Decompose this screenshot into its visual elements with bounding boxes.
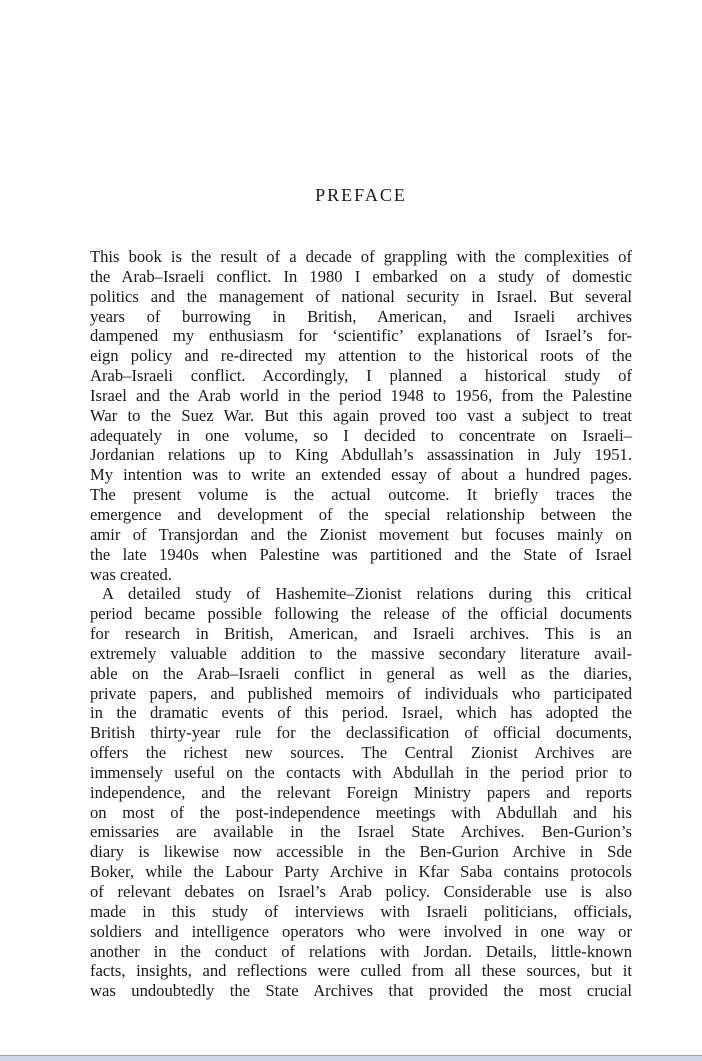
text-line: the Arab–Israeli conflict. In 1980 I embarked on a study of domestic	[90, 266, 632, 286]
text-line: British thirty-year rule for the declassification of official documents,	[90, 723, 632, 743]
text-line: adequately in one volume, so I decided to concentrate on Israeli–	[90, 425, 632, 445]
text-line: diary is likewise now accessible in the Ben-Gurion Archive in Sde	[90, 842, 632, 862]
text-line: years of burrowing in British, American, and Israeli archives	[90, 306, 632, 326]
text-line: Boker, while the Labour Party Archive in Kfar Saba contains protocols	[90, 862, 632, 882]
text-line: eign policy and re-directed my attention to the historical roots of the	[90, 346, 632, 366]
text-line: able on the Arab–Israeli conflict in general as well as the diaries,	[90, 663, 632, 683]
text-line: independence, and the relevant Foreign Ministry papers and reports	[90, 782, 632, 802]
page-title: PREFACE	[315, 185, 407, 205]
text-line: on most of the post-independence meetings with Abdullah and his	[90, 802, 632, 822]
text-line: period became possible following the release of the official documents	[90, 604, 632, 624]
text-line: My intention was to write an extended essay of about a hundred pages.	[90, 465, 632, 485]
text-line: offers the richest new sources. The Central Zionist Archives are	[90, 743, 632, 763]
text-line: Jordanian relations up to King Abdullah’s assassination in July 1951.	[90, 445, 632, 465]
text-line: extremely valuable addition to the massive secondary literature avail-	[90, 643, 632, 663]
paragraph-start-line: A detailed study of Hashemite–Zionist relations during this critical	[102, 584, 632, 604]
text-line: immensely useful on the contacts with Abdullah in the period prior to	[90, 762, 632, 782]
text-line: made in this study of interviews with Israeli politicians, officials,	[90, 901, 632, 921]
paragraph-end-line: was created.	[90, 564, 172, 584]
text-line: politics and the management of national security in Israel. But several	[90, 286, 632, 306]
text-line: emissaries are available in the Israel State Archives. Ben-Gurion’s	[90, 822, 632, 842]
text-line: facts, insights, and reflections were culled from all these sources, but it	[90, 961, 632, 981]
text-line: The present volume is the actual outcome. It briefly traces the	[90, 485, 632, 505]
text-line: was undoubtedly the State Archives that provided the most crucial	[90, 981, 632, 1001]
text-line: amir of Transjordan and the Zionist movement but focuses mainly on	[90, 524, 632, 544]
text-line: private papers, and published memoirs of individuals who participated	[90, 683, 632, 703]
text-line: the late 1940s when Palestine was partitioned and the State of Israel	[90, 544, 632, 564]
text-line: Arab–Israeli conflict. Accordingly, I planned a historical study of	[90, 366, 632, 386]
text-line: of relevant debates on Israel’s Arab policy. Considerable use is also	[90, 882, 632, 901]
text-line: another in the conduct of relations with Jordan. Details, little-known	[90, 941, 632, 961]
text-line: This book is the result of a decade of grappling with the complexities of	[90, 247, 632, 266]
text-line: Israel and the Arab world in the period 1948 to 1956, from the Palestine	[90, 385, 632, 405]
text-line: War to the Suez War. But this again proved too vast a subject to treat	[90, 405, 632, 425]
text-line: soldiers and intelligence operators who were involved in one way or	[90, 921, 632, 941]
text-line: dampened my enthusiasm for ‘scientific’ explanations of Israel’s for-	[90, 326, 632, 346]
viewer-bottom-edge	[0, 1055, 702, 1061]
text-line: in the dramatic events of this period. Israel, which has adopted the	[90, 703, 632, 723]
body-text	[90, 247, 632, 1001]
text-line: for research in British, American, and Israeli archives. This is an	[90, 624, 632, 644]
text-line: emergence and development of the special relationship between the	[90, 504, 632, 524]
